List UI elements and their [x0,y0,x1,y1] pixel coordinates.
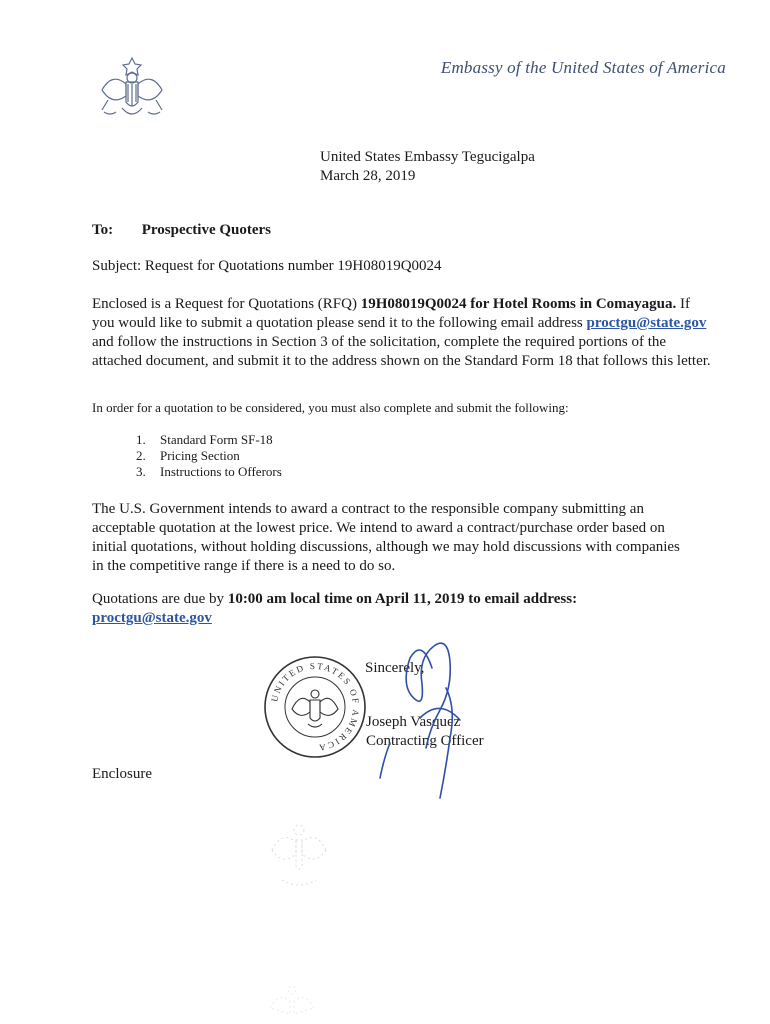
signer-title: Contracting Officer [366,733,484,749]
to-label: To: [92,222,114,238]
faint-seal-mark-icon [262,978,322,1024]
requirements-list [136,432,282,480]
faint-seal-mark-icon [262,810,336,894]
list-item: 2. Pricing Section [136,448,240,463]
intro-end: and follow the instructions in Section 3 of the solicitation, complete the required portions of the attached document, and submit it to the address shown on the Standard Form 18 that follows this letter. [92,334,711,369]
due-paragraph [92,590,692,628]
sender-office: United States Embassy Tegucigalpa [320,149,535,165]
intro-middle: If you would like to submit a quotation please send it to the following email address [92,296,691,331]
official-seal-icon [262,654,368,760]
handwritten-signature [360,628,500,808]
order-note: In order for a quotation to be considered, you must also complete and submit the following: [92,400,569,415]
embassy-title: Embassy of the United States of America [440,58,726,77]
svg-text:UNITED STATES OF AMERICA [269,661,361,753]
due-deadline: 10:00 am local time on April 11, 2019 to email address: [227,591,578,607]
subject-line: Subject: Request for Quotations number 19H08019Q0024 [92,258,442,274]
to-line [92,222,271,239]
intro-paragraph [92,295,712,371]
intro-text: Enclosed is a Request for Quotations (RFQ) [92,296,361,312]
closing: Sincerely, [365,660,425,676]
due-intro: Quotations are due by [92,591,228,607]
sender-address [320,148,535,186]
embassy-eagle-seal-icon [92,50,172,130]
email-link[interactable]: proctgu@state.gov [586,315,707,331]
rfq-title: 19H08019Q0024 for Hotel Rooms in Comayagua. [360,296,677,312]
list-item: 3. Instructions to Offerors [136,464,282,479]
enclosure-label: Enclosure [92,766,152,782]
seal-ring-text: UNITED STATES OF AMERICA [269,660,362,754]
to-recipient: Prospective Quoters [141,222,272,238]
letter-date: March 28, 2019 [320,168,416,184]
award-paragraph: The U.S. Government intends to award a contract to the responsible company submitting an acceptable quotation at the lowest price. We intend to award a contract/purchase order based on initial quotations, without holding discussions, although we may hold discussions with companies in the competitive range if there is a need to do so. [92,501,680,574]
due-email-link[interactable]: proctgu@state.gov [92,610,212,626]
list-item: 1. Standard Form SF-18 [136,432,273,447]
signer-name: Joseph Vasquez [366,714,461,730]
